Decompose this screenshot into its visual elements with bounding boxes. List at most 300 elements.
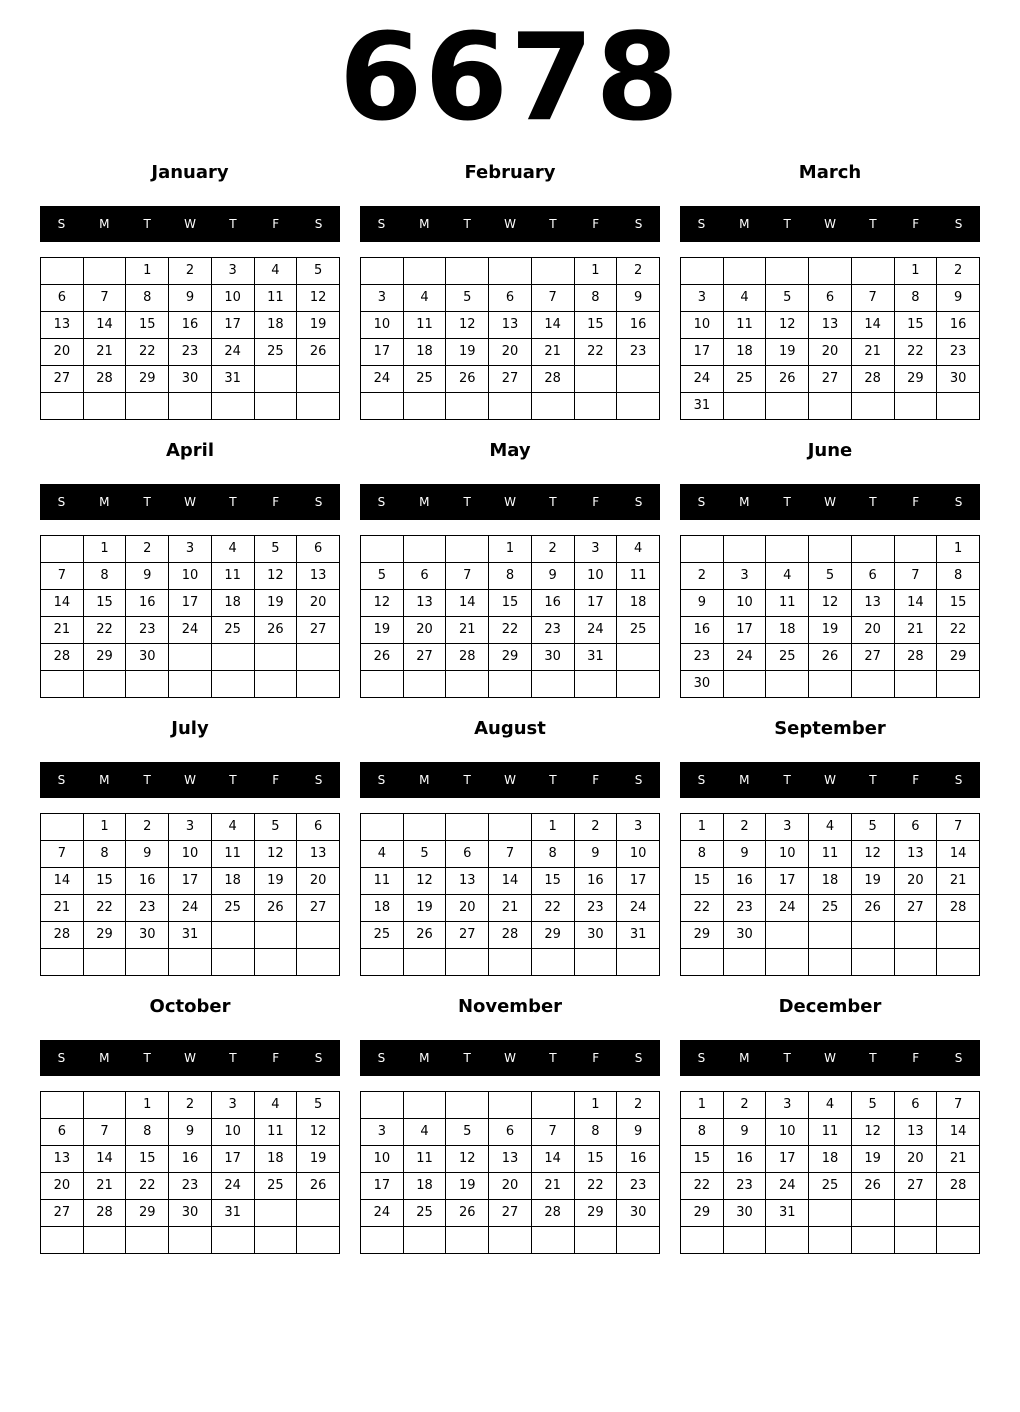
day-cell: 8 — [681, 1119, 724, 1146]
day-cell: 5 — [766, 285, 809, 312]
day-cell — [169, 393, 212, 420]
day-cell: 14 — [851, 312, 894, 339]
day-cell: 11 — [361, 868, 404, 895]
day-cell — [254, 644, 297, 671]
day-cell: 3 — [169, 814, 212, 841]
day-cell: 26 — [446, 1200, 489, 1227]
weekday-label: F — [912, 773, 920, 787]
day-cell: 5 — [403, 841, 446, 868]
day-cell — [403, 1092, 446, 1119]
day-cell: 4 — [254, 258, 297, 285]
day-cell: 11 — [254, 285, 297, 312]
day-cell: 23 — [169, 339, 212, 366]
day-cell: 25 — [403, 1200, 446, 1227]
weekday-label: T — [783, 495, 791, 509]
days-table — [360, 1091, 660, 1254]
day-cell — [937, 671, 980, 698]
day-cell: 22 — [126, 339, 169, 366]
day-cell: 17 — [361, 1173, 404, 1200]
day-cell: 2 — [617, 1092, 660, 1119]
week-row — [41, 590, 340, 617]
day-cell: 27 — [489, 366, 532, 393]
month-name: May — [489, 440, 531, 461]
day-cell: 17 — [211, 1146, 254, 1173]
weekday-header — [360, 762, 660, 798]
day-cell: 15 — [126, 1146, 169, 1173]
day-cell: 30 — [937, 366, 980, 393]
day-cell — [531, 1092, 574, 1119]
weekday-label: W — [824, 217, 836, 231]
day-cell — [723, 258, 766, 285]
month-name: July — [171, 718, 209, 739]
day-cell: 10 — [574, 563, 617, 590]
weekday-label: F — [592, 1051, 600, 1065]
weekday-label: S — [954, 773, 963, 787]
day-cell: 19 — [297, 1146, 340, 1173]
day-cell: 16 — [574, 868, 617, 895]
weekday-label: S — [57, 1051, 66, 1065]
day-cell: 11 — [211, 841, 254, 868]
weekday-label: M — [99, 495, 110, 509]
day-cell: 13 — [489, 1146, 532, 1173]
day-cell: 18 — [766, 617, 809, 644]
day-cell: 4 — [809, 814, 852, 841]
day-cell — [809, 949, 852, 976]
day-cell: 4 — [361, 841, 404, 868]
day-cell: 20 — [894, 1146, 937, 1173]
day-cell: 22 — [937, 617, 980, 644]
weekday-label: W — [184, 495, 196, 509]
day-cell — [574, 366, 617, 393]
day-cell: 16 — [681, 617, 724, 644]
day-cell: 5 — [297, 1092, 340, 1119]
day-cell: 27 — [809, 366, 852, 393]
day-cell — [403, 671, 446, 698]
day-cell: 3 — [169, 536, 212, 563]
day-cell — [723, 671, 766, 698]
day-cell — [41, 393, 84, 420]
day-cell — [211, 1227, 254, 1254]
day-cell: 1 — [126, 1092, 169, 1119]
day-cell — [297, 922, 340, 949]
day-cell: 9 — [681, 590, 724, 617]
weekday-label: S — [697, 495, 706, 509]
day-cell: 22 — [83, 895, 126, 922]
day-cell — [83, 671, 126, 698]
week-row — [41, 339, 340, 366]
week-row — [681, 814, 980, 841]
day-cell: 25 — [211, 617, 254, 644]
day-cell — [211, 922, 254, 949]
day-cell: 13 — [41, 1146, 84, 1173]
day-cell — [489, 814, 532, 841]
day-cell: 9 — [937, 285, 980, 312]
day-cell: 24 — [723, 644, 766, 671]
day-cell: 19 — [403, 895, 446, 922]
month-name: December — [778, 996, 882, 1017]
day-cell — [297, 949, 340, 976]
week-row — [361, 339, 660, 366]
day-cell: 2 — [681, 563, 724, 590]
day-cell: 28 — [83, 1200, 126, 1227]
weekday-label: S — [314, 1051, 323, 1065]
day-cell: 30 — [169, 366, 212, 393]
weekday-label: T — [463, 217, 471, 231]
day-cell: 14 — [83, 312, 126, 339]
day-cell: 29 — [681, 922, 724, 949]
weekday-label: F — [912, 217, 920, 231]
day-cell: 25 — [361, 922, 404, 949]
weekday-label: F — [592, 773, 600, 787]
day-cell — [937, 1200, 980, 1227]
day-cell — [403, 393, 446, 420]
day-cell: 16 — [169, 1146, 212, 1173]
day-cell: 4 — [617, 536, 660, 563]
day-cell: 10 — [211, 285, 254, 312]
day-cell: 27 — [894, 895, 937, 922]
day-cell: 28 — [446, 644, 489, 671]
day-cell: 17 — [169, 868, 212, 895]
day-cell: 12 — [361, 590, 404, 617]
day-cell — [41, 1227, 84, 1254]
day-cell: 27 — [489, 1200, 532, 1227]
weekday-label: S — [314, 495, 323, 509]
weekday-header — [680, 206, 980, 242]
day-cell: 9 — [574, 841, 617, 868]
day-cell: 1 — [681, 1092, 724, 1119]
day-cell: 1 — [681, 814, 724, 841]
day-cell: 12 — [446, 1146, 489, 1173]
week-row — [41, 393, 340, 420]
day-cell: 7 — [937, 814, 980, 841]
day-cell — [723, 949, 766, 976]
day-cell: 17 — [617, 868, 660, 895]
day-cell: 11 — [766, 590, 809, 617]
day-cell: 25 — [254, 339, 297, 366]
day-cell: 19 — [851, 868, 894, 895]
week-row — [681, 1092, 980, 1119]
day-cell: 6 — [403, 563, 446, 590]
weekday-label: F — [592, 217, 600, 231]
day-cell — [766, 922, 809, 949]
week-row — [681, 590, 980, 617]
day-cell: 5 — [851, 814, 894, 841]
week-row — [681, 949, 980, 976]
week-row — [361, 1173, 660, 1200]
day-cell: 17 — [574, 590, 617, 617]
day-cell: 5 — [254, 536, 297, 563]
day-cell: 16 — [126, 868, 169, 895]
week-row — [361, 922, 660, 949]
day-cell: 10 — [361, 312, 404, 339]
weekday-label: W — [184, 773, 196, 787]
day-cell: 16 — [126, 590, 169, 617]
day-cell: 24 — [617, 895, 660, 922]
week-row — [361, 563, 660, 590]
month-name: September — [774, 718, 886, 739]
day-cell: 23 — [574, 895, 617, 922]
day-cell — [297, 366, 340, 393]
day-cell: 25 — [403, 366, 446, 393]
day-cell — [41, 671, 84, 698]
weekday-label: F — [912, 1051, 920, 1065]
week-row — [361, 644, 660, 671]
days-table — [360, 535, 660, 698]
day-cell: 29 — [937, 644, 980, 671]
day-cell: 31 — [574, 644, 617, 671]
day-cell — [489, 1092, 532, 1119]
day-cell: 15 — [83, 590, 126, 617]
day-cell: 20 — [489, 1173, 532, 1200]
day-cell — [361, 393, 404, 420]
day-cell — [211, 949, 254, 976]
day-cell: 6 — [41, 285, 84, 312]
day-cell: 10 — [681, 312, 724, 339]
day-cell: 17 — [169, 590, 212, 617]
weekday-header — [360, 206, 660, 242]
week-row — [361, 868, 660, 895]
day-cell: 19 — [254, 868, 297, 895]
day-cell: 7 — [531, 285, 574, 312]
weekday-label: W — [504, 217, 516, 231]
day-cell: 14 — [41, 590, 84, 617]
day-cell — [617, 949, 660, 976]
month-name: February — [464, 162, 556, 183]
day-cell — [254, 366, 297, 393]
day-cell: 15 — [681, 1146, 724, 1173]
day-cell: 9 — [723, 1119, 766, 1146]
day-cell — [617, 1227, 660, 1254]
month-name: October — [149, 996, 231, 1017]
day-cell: 18 — [809, 868, 852, 895]
day-cell: 9 — [723, 841, 766, 868]
day-cell — [254, 1200, 297, 1227]
day-cell: 8 — [574, 285, 617, 312]
day-cell — [851, 949, 894, 976]
day-cell: 22 — [489, 617, 532, 644]
day-cell: 12 — [297, 1119, 340, 1146]
day-cell — [809, 536, 852, 563]
day-cell — [403, 258, 446, 285]
day-cell: 1 — [489, 536, 532, 563]
weekday-label: M — [419, 773, 430, 787]
day-cell: 18 — [254, 312, 297, 339]
day-cell — [446, 949, 489, 976]
day-cell: 26 — [254, 895, 297, 922]
day-cell — [361, 814, 404, 841]
day-cell: 27 — [297, 617, 340, 644]
day-cell — [254, 922, 297, 949]
weekday-label: M — [419, 495, 430, 509]
day-cell — [361, 671, 404, 698]
day-cell: 10 — [766, 841, 809, 868]
day-cell: 7 — [531, 1119, 574, 1146]
month-name: March — [798, 162, 862, 183]
day-cell — [851, 1227, 894, 1254]
day-cell: 14 — [937, 841, 980, 868]
day-cell: 20 — [297, 868, 340, 895]
day-cell — [403, 814, 446, 841]
day-cell: 14 — [446, 590, 489, 617]
weekday-header — [40, 1040, 340, 1076]
day-cell: 10 — [723, 590, 766, 617]
day-cell: 28 — [489, 922, 532, 949]
day-cell: 18 — [617, 590, 660, 617]
day-cell — [169, 671, 212, 698]
day-cell: 21 — [937, 1146, 980, 1173]
day-cell: 31 — [169, 922, 212, 949]
day-cell — [531, 671, 574, 698]
weekday-label: S — [634, 1051, 643, 1065]
week-row — [361, 814, 660, 841]
day-cell — [403, 1227, 446, 1254]
day-cell — [937, 922, 980, 949]
weekday-label: M — [99, 773, 110, 787]
day-cell — [723, 393, 766, 420]
weekday-label: F — [272, 773, 280, 787]
day-cell: 12 — [297, 285, 340, 312]
day-cell: 26 — [446, 366, 489, 393]
day-cell: 20 — [489, 339, 532, 366]
day-cell: 13 — [894, 1119, 937, 1146]
weekday-label: F — [912, 495, 920, 509]
day-cell: 9 — [126, 563, 169, 590]
day-cell — [446, 1092, 489, 1119]
day-cell: 1 — [574, 1092, 617, 1119]
weekday-label: S — [57, 495, 66, 509]
day-cell: 22 — [894, 339, 937, 366]
day-cell: 26 — [766, 366, 809, 393]
day-cell: 19 — [851, 1146, 894, 1173]
week-row — [361, 536, 660, 563]
day-cell: 12 — [254, 563, 297, 590]
month-name: November — [457, 996, 563, 1017]
day-cell: 24 — [766, 895, 809, 922]
day-cell: 21 — [83, 339, 126, 366]
day-cell — [894, 393, 937, 420]
weekday-label: S — [57, 773, 66, 787]
week-row — [41, 949, 340, 976]
day-cell — [169, 1227, 212, 1254]
day-cell: 24 — [211, 339, 254, 366]
day-cell: 9 — [617, 285, 660, 312]
week-row — [681, 895, 980, 922]
day-cell: 9 — [617, 1119, 660, 1146]
day-cell: 8 — [83, 841, 126, 868]
weekday-label: T — [549, 495, 557, 509]
weekday-header — [40, 206, 340, 242]
days-table — [40, 813, 340, 976]
weekday-label: F — [272, 1051, 280, 1065]
day-cell: 18 — [403, 339, 446, 366]
day-cell: 25 — [723, 366, 766, 393]
days-table — [40, 257, 340, 420]
day-cell: 8 — [83, 563, 126, 590]
day-cell: 20 — [41, 339, 84, 366]
day-cell: 6 — [809, 285, 852, 312]
day-cell: 6 — [851, 563, 894, 590]
day-cell: 8 — [937, 563, 980, 590]
day-cell: 31 — [681, 393, 724, 420]
week-row — [41, 563, 340, 590]
week-row — [41, 868, 340, 895]
day-cell: 16 — [169, 312, 212, 339]
day-cell: 5 — [254, 814, 297, 841]
week-row — [361, 895, 660, 922]
day-cell — [446, 536, 489, 563]
day-cell — [617, 393, 660, 420]
day-cell — [211, 644, 254, 671]
day-cell: 2 — [126, 814, 169, 841]
day-cell: 23 — [937, 339, 980, 366]
day-cell — [809, 922, 852, 949]
day-cell: 13 — [41, 312, 84, 339]
week-row — [361, 671, 660, 698]
day-cell: 16 — [723, 868, 766, 895]
day-cell — [126, 393, 169, 420]
day-cell: 3 — [211, 1092, 254, 1119]
day-cell — [41, 1092, 84, 1119]
day-cell: 19 — [766, 339, 809, 366]
day-cell: 20 — [403, 617, 446, 644]
day-cell: 15 — [894, 312, 937, 339]
month-name: August — [474, 718, 546, 739]
day-cell — [489, 258, 532, 285]
day-cell: 30 — [531, 644, 574, 671]
weekday-header — [680, 762, 980, 798]
day-cell — [254, 949, 297, 976]
week-row — [41, 285, 340, 312]
weekday-label: M — [739, 217, 750, 231]
day-cell: 12 — [766, 312, 809, 339]
weekday-header — [680, 1040, 980, 1076]
day-cell: 20 — [446, 895, 489, 922]
weekday-label: M — [99, 217, 110, 231]
day-cell: 6 — [297, 814, 340, 841]
day-cell: 13 — [297, 563, 340, 590]
day-cell: 9 — [531, 563, 574, 590]
day-cell: 23 — [723, 895, 766, 922]
day-cell: 10 — [766, 1119, 809, 1146]
day-cell: 11 — [211, 563, 254, 590]
day-cell — [894, 1227, 937, 1254]
day-cell: 3 — [766, 814, 809, 841]
days-table — [680, 1091, 980, 1254]
week-row — [361, 1200, 660, 1227]
weekday-label: T — [143, 217, 151, 231]
weekday-label: W — [184, 217, 196, 231]
day-cell — [681, 258, 724, 285]
day-cell — [297, 393, 340, 420]
weekday-label: T — [229, 773, 237, 787]
weekday-label: M — [99, 1051, 110, 1065]
day-cell: 17 — [766, 1146, 809, 1173]
weekday-label: W — [824, 495, 836, 509]
day-cell: 23 — [617, 339, 660, 366]
day-cell: 10 — [169, 563, 212, 590]
week-row — [361, 841, 660, 868]
day-cell — [809, 1227, 852, 1254]
day-cell: 16 — [617, 1146, 660, 1173]
day-cell: 5 — [297, 258, 340, 285]
week-row — [681, 1227, 980, 1254]
weekday-label: S — [377, 495, 386, 509]
day-cell — [403, 536, 446, 563]
day-cell: 6 — [894, 814, 937, 841]
day-cell — [254, 671, 297, 698]
day-cell: 23 — [169, 1173, 212, 1200]
days-table — [680, 813, 980, 976]
